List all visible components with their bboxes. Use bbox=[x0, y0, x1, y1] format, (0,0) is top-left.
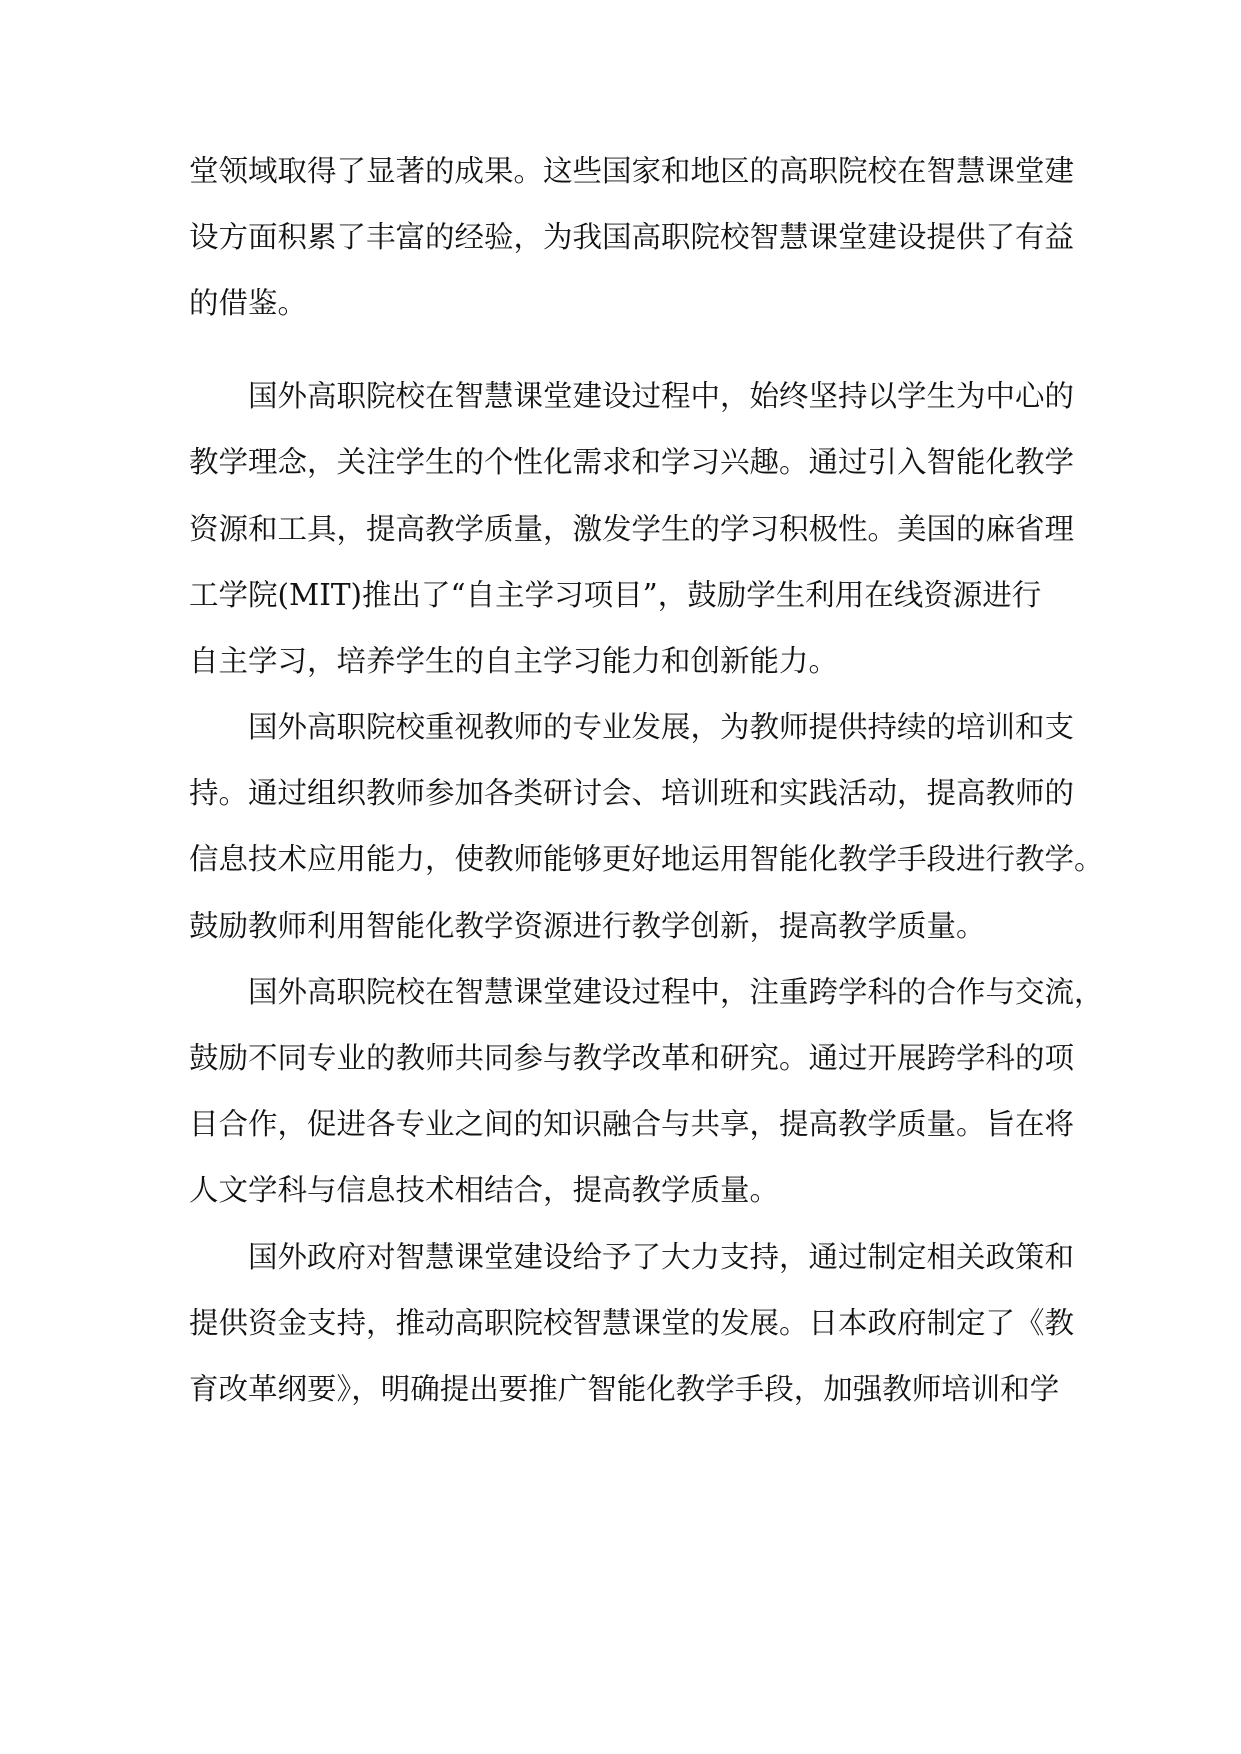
text-line: 人文学科与信息技术相结合，提高教学质量。 bbox=[189, 1173, 780, 1207]
text-line: 堂领域取得了显著的成果。这些国家和地区的高职院校在智慧课堂建 bbox=[189, 154, 1075, 188]
text-line: 自主学习，培养学生的自主学习能力和创新能力。 bbox=[189, 644, 839, 678]
paragraph-first-line: 国外高职院校在智慧课堂建设过程中，注重跨学科的合作与交流， bbox=[248, 975, 1104, 1009]
paragraph-first-line: 国外高职院校在智慧课堂建设过程中，始终坚持以学生为中心的 bbox=[248, 379, 1075, 413]
text-line: 资源和工具，提高教学质量，激发学生的学习积极性。美国的麻省理 bbox=[189, 512, 1075, 546]
paragraph-first-line: 国外政府对智慧课堂建设给予了大力支持，通过制定相关政策和 bbox=[248, 1240, 1075, 1274]
text-line: 的借鉴。 bbox=[189, 286, 308, 320]
text-line: 教学理念，关注学生的个性化需求和学习兴趣。通过引入智能化教学 bbox=[189, 445, 1075, 479]
text-line: 持。通过组织教师参加各类研讨会、培训班和实践活动，提高教师的 bbox=[189, 776, 1075, 810]
paragraph-first-line: 国外高职院校重视教师的专业发展，为教师提供持续的培训和支 bbox=[248, 710, 1075, 744]
text-line: 鼓励不同专业的教师共同参与教学改革和研究。通过开展跨学科的项 bbox=[189, 1041, 1075, 1075]
text-line: 鼓励教师利用智能化教学资源进行教学创新，提高教学质量。 bbox=[189, 909, 986, 943]
text-line: 目合作，促进各专业之间的知识融合与共享，提高教学质量。旨在将 bbox=[189, 1107, 1075, 1141]
text-line: 提供资金支持，推动高职院校智慧课堂的发展。日本政府制定了《教 bbox=[189, 1306, 1075, 1340]
text-line: 信息技术应用能力，使教师能够更好地运用智能化教学手段进行教学。 bbox=[189, 842, 1104, 876]
text-line: 育改革纲要》，明确提出要推广智能化教学手段，加强教师培训和学 bbox=[189, 1372, 1060, 1406]
text-line: 工学院(MIT)推出了“自主学习项目”，鼓励学生利用在线资源进行 bbox=[189, 578, 1042, 612]
text-line: 设方面积累了丰富的经验，为我国高职院校智慧课堂建设提供了有益 bbox=[189, 220, 1075, 254]
